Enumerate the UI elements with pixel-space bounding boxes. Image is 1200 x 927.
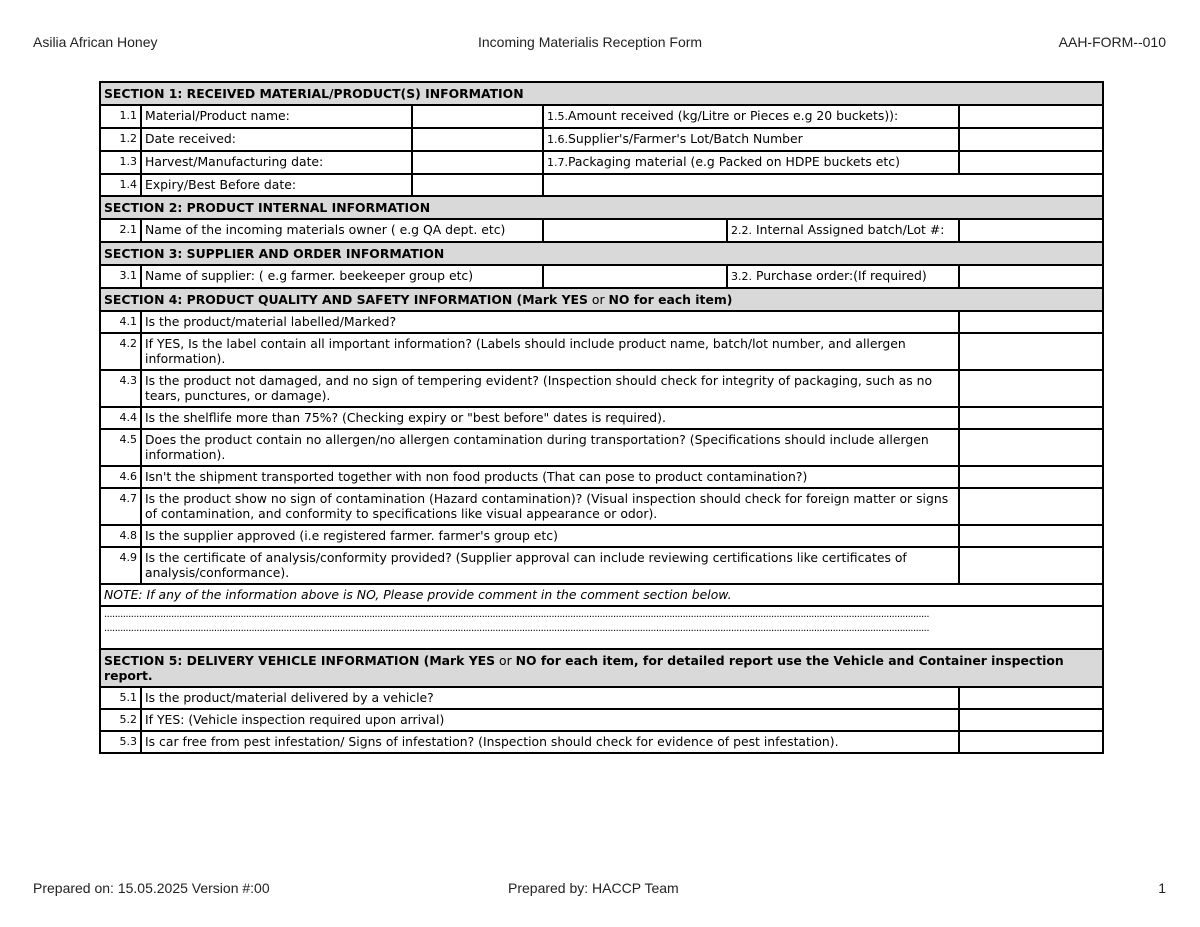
checklist-row bbox=[100, 525, 1103, 547]
yes-label: YES bbox=[468, 653, 496, 668]
answer-cell[interactable] bbox=[959, 429, 1103, 466]
checklist-question: Is the product show no sign of contamination (Hazard contamination)? (Visual inspection should check for foreign matter or signs of contamination, and conformity to specifications like visual appearance or odor). bbox=[141, 488, 959, 525]
field-label-text: Internal Assigned batch/Lot #: bbox=[755, 222, 945, 237]
checklist-question: Is the shelflife more than 75%? (Checking expiry or "best before" dates is required). bbox=[141, 407, 959, 429]
header-form-code: AAH-FORM--010 bbox=[1058, 34, 1166, 50]
checklist-row bbox=[100, 466, 1103, 488]
field-label bbox=[727, 265, 959, 288]
row-number: 1.7. bbox=[547, 156, 568, 169]
comment-row bbox=[100, 606, 1103, 649]
checklist-row bbox=[100, 488, 1103, 525]
no-label: NO bbox=[515, 653, 537, 668]
note-text: NOTE: If any of the information above is NO, Please provide comment in the comment section below. bbox=[100, 584, 1103, 606]
row-number: 2.2. bbox=[731, 224, 752, 237]
header-company: Asilia African Honey bbox=[33, 34, 158, 50]
field-value-harvest-date[interactable] bbox=[412, 151, 543, 174]
field-label-text: Packaging material (e.g Packed on HDPE buckets etc) bbox=[568, 154, 900, 169]
no-label: NO bbox=[608, 292, 630, 307]
field-label: Material/Product name: bbox=[141, 105, 412, 128]
checklist-question: Does the product contain no allergen/no allergen contamination during transportation? (Specifications should include allergen information). bbox=[141, 429, 959, 466]
note-row bbox=[100, 584, 1103, 606]
field-value-owner[interactable] bbox=[543, 219, 727, 242]
footer-page-number: 1 bbox=[1158, 880, 1166, 896]
field-label: Name of the incoming materials owner ( e.g QA dept. etc) bbox=[141, 219, 543, 242]
section2-title: SECTION 2: PRODUCT INTERNAL INFORMATION bbox=[100, 196, 1103, 219]
form-row bbox=[100, 128, 1103, 151]
field-value-packaging[interactable] bbox=[959, 151, 1103, 174]
row-number: 3.1 bbox=[100, 265, 141, 288]
comment-section[interactable] bbox=[100, 606, 1103, 649]
form-row bbox=[100, 265, 1103, 288]
checklist-row bbox=[100, 687, 1103, 709]
comment-line: .................................................................................................................................................................................................................................................................................................................... bbox=[104, 609, 930, 620]
checklist-row bbox=[100, 709, 1103, 731]
field-value-supplier-lot[interactable] bbox=[959, 128, 1103, 151]
field-value-supplier-name[interactable] bbox=[543, 265, 727, 288]
checklist-question: If YES: (Vehicle inspection required upon arrival) bbox=[141, 709, 959, 731]
row-number: 1.5. bbox=[547, 110, 568, 123]
checklist-question: Is the product/material delivered by a vehicle? bbox=[141, 687, 959, 709]
field-label bbox=[727, 219, 959, 242]
row-number: 1.2 bbox=[100, 128, 141, 151]
section5-title bbox=[100, 649, 1103, 687]
row-number: 1.1 bbox=[100, 105, 141, 128]
section5-title-end: for each item, for detailed report use the Vehicle and Container inspection report. bbox=[104, 653, 1064, 683]
form-row bbox=[100, 151, 1103, 174]
or-label: or bbox=[587, 292, 609, 307]
field-label bbox=[543, 105, 959, 128]
checklist-question: Is the product not damaged, and no sign of tempering evident? (Inspection should check for integrity of packaging, such as no tears, punctures, or damage). bbox=[141, 370, 959, 407]
field-label: Expiry/Best Before date: bbox=[141, 174, 412, 196]
answer-cell[interactable] bbox=[959, 547, 1103, 584]
section1-header bbox=[100, 82, 1103, 105]
row-number: 4.6 bbox=[100, 466, 141, 488]
row-number: 5.2 bbox=[100, 709, 141, 731]
yes-label: YES bbox=[561, 292, 588, 307]
checklist-row bbox=[100, 370, 1103, 407]
checklist-row bbox=[100, 429, 1103, 466]
row-number: 4.3 bbox=[100, 370, 141, 407]
answer-cell[interactable] bbox=[959, 311, 1103, 333]
section4-title bbox=[100, 288, 1103, 311]
field-value-amount-received[interactable] bbox=[959, 105, 1103, 128]
checklist-question: Is the supplier approved (i.e registered farmer. farmer's group etc) bbox=[141, 525, 959, 547]
row-number: 2.1 bbox=[100, 219, 141, 242]
checklist-row bbox=[100, 407, 1103, 429]
section4-title-end: for each item) bbox=[629, 292, 733, 307]
answer-cell[interactable] bbox=[959, 709, 1103, 731]
checklist-row bbox=[100, 333, 1103, 370]
answer-cell[interactable] bbox=[959, 488, 1103, 525]
answer-cell[interactable] bbox=[959, 731, 1103, 753]
field-label-text: Amount received (kg/Litre or Pieces e.g 20 buckets)): bbox=[568, 108, 899, 123]
checklist-question: Is car free from pest infestation/ Signs of infestation? (Inspection should check for evidence of pest infestation). bbox=[141, 731, 959, 753]
checklist-question: Isn't the shipment transported together with non food products (That can pose to product contamination?) bbox=[141, 466, 959, 488]
form-row bbox=[100, 105, 1103, 128]
section3-title: SECTION 3: SUPPLIER AND ORDER INFORMATION bbox=[100, 242, 1103, 265]
row-number: 4.7 bbox=[100, 488, 141, 525]
row-number: 4.9 bbox=[100, 547, 141, 584]
field-label-text: Purchase order:(If required) bbox=[755, 268, 927, 283]
checklist-question: Is the certificate of analysis/conformity provided? (Supplier approval can include reviewing certifications like certificates of analysis/conformance). bbox=[141, 547, 959, 584]
row-number: 5.1 bbox=[100, 687, 141, 709]
checklist-row bbox=[100, 547, 1103, 584]
answer-cell[interactable] bbox=[959, 333, 1103, 370]
row-number: 1.6. bbox=[547, 133, 568, 146]
field-value-expiry-date[interactable] bbox=[412, 174, 543, 196]
field-label bbox=[543, 151, 959, 174]
field-value-date-received[interactable] bbox=[412, 128, 543, 151]
section5-title-text: SECTION 5: DELIVERY VEHICLE INFORMATION (Mark bbox=[104, 653, 469, 668]
checklist-question: If YES, Is the label contain all important information? (Labels should include product name, batch/lot number, and allergen information). bbox=[141, 333, 959, 370]
row-number: 3.2. bbox=[731, 270, 752, 283]
empty-cell bbox=[543, 174, 1103, 196]
or-label: or bbox=[495, 653, 516, 668]
answer-cell[interactable] bbox=[959, 370, 1103, 407]
answer-cell[interactable] bbox=[959, 407, 1103, 429]
field-label: Name of supplier: ( e.g farmer. beekeeper group etc) bbox=[141, 265, 543, 288]
reception-form-table bbox=[99, 81, 1104, 754]
section4-title-text: SECTION 4: PRODUCT QUALITY AND SAFETY INFORMATION (Mark bbox=[104, 292, 562, 307]
section4-header bbox=[100, 288, 1103, 311]
checklist-row bbox=[100, 311, 1103, 333]
form-row bbox=[100, 174, 1103, 196]
row-number: 5.3 bbox=[100, 731, 141, 753]
row-number: 4.1 bbox=[100, 311, 141, 333]
row-number: 1.4 bbox=[100, 174, 141, 196]
section2-header bbox=[100, 196, 1103, 219]
row-number: 4.2 bbox=[100, 333, 141, 370]
field-value-purchase-order[interactable] bbox=[959, 265, 1103, 288]
row-number: 4.4 bbox=[100, 407, 141, 429]
answer-cell[interactable] bbox=[959, 687, 1103, 709]
field-value-internal-batch[interactable] bbox=[959, 219, 1103, 242]
comment-line: .................................................................................................................................................................................................................................................................................................................... bbox=[104, 623, 930, 634]
row-number: 1.3 bbox=[100, 151, 141, 174]
field-label-text: Supplier's/Farmer's Lot/Batch Number bbox=[568, 131, 803, 146]
answer-cell[interactable] bbox=[959, 466, 1103, 488]
header-form-title: Incoming Materialis Reception Form bbox=[478, 34, 703, 50]
checklist-row bbox=[100, 731, 1103, 753]
section5-header bbox=[100, 649, 1103, 687]
section1-title: SECTION 1: RECEIVED MATERIAL/PRODUCT(S) INFORMATION bbox=[100, 82, 1103, 105]
section3-header bbox=[100, 242, 1103, 265]
field-label: Date received: bbox=[141, 128, 412, 151]
checklist-question: Is the product/material labelled/Marked? bbox=[141, 311, 959, 333]
row-number: 4.5 bbox=[100, 429, 141, 466]
field-value-material-name[interactable] bbox=[412, 105, 543, 128]
field-label bbox=[543, 128, 959, 151]
form-row bbox=[100, 219, 1103, 242]
row-number: 4.8 bbox=[100, 525, 141, 547]
footer-prepared-by: Prepared by: HACCP Team bbox=[508, 880, 679, 896]
footer-prepared-on: Prepared on: 15.05.2025 Version #:00 bbox=[33, 880, 270, 896]
section4-items bbox=[100, 311, 1103, 584]
answer-cell[interactable] bbox=[959, 525, 1103, 547]
field-label: Harvest/Manufacturing date: bbox=[141, 151, 412, 174]
